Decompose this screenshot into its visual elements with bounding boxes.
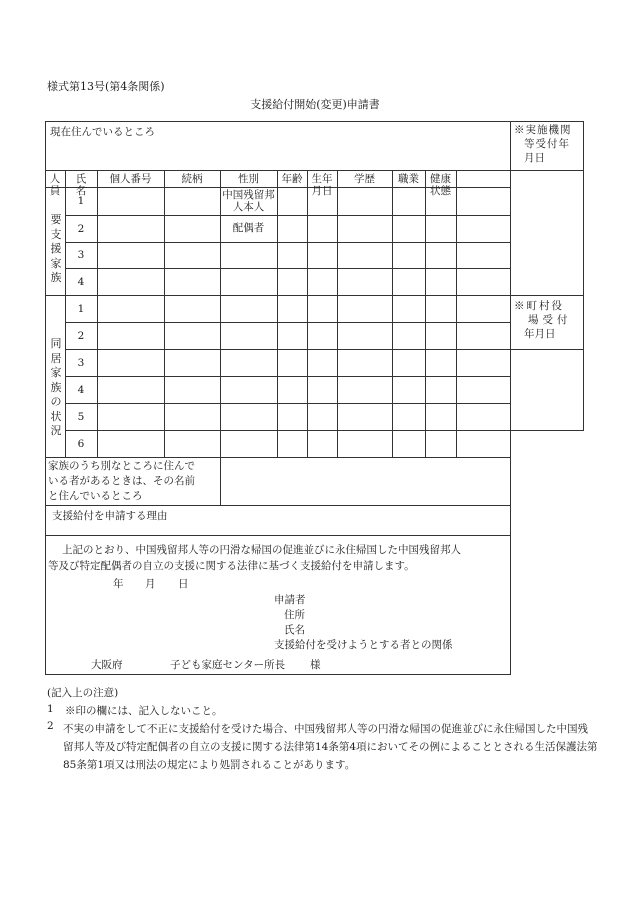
current-address-input[interactable] — [46, 136, 509, 169]
date-month: 月 — [145, 578, 156, 590]
town-box-line-3: 年月日 — [524, 328, 556, 340]
note-number: 2 — [47, 720, 54, 732]
family-table-cell[interactable] — [278, 188, 306, 214]
town-box-line-1: ※町村役 — [514, 300, 564, 312]
separate-label-3: と住んでいるところ — [48, 490, 143, 502]
family-table-cell[interactable] — [457, 269, 509, 294]
family-table-cell[interactable] — [426, 296, 455, 321]
column-header: 職業 — [398, 173, 419, 185]
family-table-cell[interactable] — [308, 188, 336, 214]
table-rule — [510, 430, 584, 431]
family-table-cell[interactable] — [165, 350, 219, 375]
family-table-cell[interactable] — [338, 269, 391, 294]
family-table-cell[interactable] — [98, 243, 163, 267]
family-table-cell[interactable] — [457, 243, 509, 267]
applicant-relation-label: 支援給付を受けようとする者との関係 — [274, 639, 453, 651]
column-header: 性別 — [238, 173, 259, 185]
family-table-cell[interactable] — [426, 377, 455, 402]
family-table-cell[interactable] — [98, 216, 163, 241]
family-table-cell[interactable] — [98, 323, 163, 348]
family-table-cell[interactable] — [338, 188, 391, 214]
family-table-cell[interactable] — [426, 404, 455, 429]
family-table-cell[interactable] — [308, 269, 336, 294]
applicant-label: 申請者 — [274, 594, 306, 606]
family-table-cell[interactable] — [338, 323, 391, 348]
reception-box-line-1: ※実施機関 — [514, 124, 572, 136]
table-rule — [45, 674, 511, 675]
family-table-cell[interactable] — [98, 431, 163, 456]
column-header: 氏 名 — [75, 173, 97, 197]
note-item-2 — [47, 720, 598, 774]
family-table-cell[interactable] — [426, 243, 455, 267]
row-number: 1 — [77, 195, 85, 207]
family-table-cell[interactable] — [393, 404, 424, 429]
current-address-label: 現在住んでいるところ — [50, 126, 155, 138]
family-table-cell[interactable] — [393, 431, 424, 456]
table-rule — [510, 349, 584, 350]
family-table-cell[interactable] — [278, 296, 306, 321]
note-text: ※印の欄には、記入しないこと。 — [65, 705, 223, 717]
family-table-cell[interactable] — [98, 269, 163, 294]
family-table-cell[interactable] — [393, 296, 424, 321]
family-table-cell[interactable] — [98, 404, 163, 429]
column-header: 個人番号 — [109, 173, 152, 185]
addressee-office: 子ども家庭センター所長 — [170, 659, 286, 671]
table-rule — [45, 121, 46, 675]
reason-label: 支援給付を申請する理由 — [52, 510, 168, 522]
family-table-cell[interactable] — [457, 350, 509, 375]
family-table-cell[interactable] — [98, 377, 163, 402]
family-table-cell[interactable] — [278, 243, 306, 267]
table-rule — [45, 170, 511, 171]
row-number: 5 — [77, 410, 85, 423]
family-table-cell[interactable] — [98, 350, 163, 375]
family-table-cell[interactable] — [426, 350, 455, 375]
addressee-prefecture: 大阪府 — [91, 659, 123, 671]
reception-box-line-3: 月日 — [524, 152, 545, 164]
family-table-cell[interactable] — [393, 243, 424, 267]
table-rule — [45, 121, 584, 122]
family-table-cell[interactable] — [308, 404, 336, 429]
row-number: 3 — [77, 249, 85, 261]
family-table-cell[interactable] — [426, 216, 455, 241]
family-table-cell[interactable] — [278, 216, 306, 241]
family-table-cell[interactable] — [278, 377, 306, 402]
family-table-cell[interactable] — [338, 404, 391, 429]
family-table-cell[interactable] — [308, 350, 336, 375]
family-table-cell[interactable] — [165, 243, 219, 267]
family-table-cell[interactable] — [98, 188, 163, 214]
family-table-cell[interactable] — [457, 377, 509, 402]
family-table-cell[interactable] — [457, 216, 509, 241]
date-day: 日 — [178, 578, 189, 590]
row-number: 4 — [77, 275, 85, 288]
family-table-cell[interactable] — [393, 269, 424, 294]
table-rule — [583, 121, 584, 431]
family-table-cell[interactable] — [426, 269, 455, 294]
column-header: 学歴 — [354, 173, 375, 185]
form-number: 様式第13号(第4条関係) — [47, 80, 165, 93]
family-table-cell[interactable] — [426, 431, 455, 456]
declaration-line-2: 等及び特定配偶者の自立の支援に関する法律に基づく支援給付を申請します。 — [48, 560, 415, 572]
column-header: 年齢 — [281, 173, 303, 185]
family-table-cell[interactable] — [457, 431, 509, 456]
date-year: 年 — [113, 578, 124, 590]
family-table-cell[interactable] — [221, 323, 276, 348]
family-table-cell[interactable] — [457, 404, 509, 429]
family-table-cell[interactable] — [338, 431, 391, 456]
relation-spouse: 配偶者 — [232, 222, 265, 234]
family-table-cell[interactable] — [308, 296, 336, 321]
family-table-cell[interactable] — [457, 323, 509, 348]
row-number: 6 — [77, 437, 85, 450]
table-rule — [45, 535, 511, 536]
table-rule — [510, 121, 511, 675]
family-table-cell[interactable] — [338, 296, 391, 321]
family-table-cell[interactable] — [165, 404, 219, 429]
town-box-line-2: 場受付 — [528, 314, 572, 326]
family-table-cell[interactable] — [165, 377, 219, 402]
row-number: 2 — [77, 222, 85, 235]
family-table-cell[interactable] — [221, 431, 276, 456]
row-number: 1 — [77, 302, 85, 315]
family-table-cell[interactable] — [308, 431, 336, 456]
family-table-cell[interactable] — [278, 404, 306, 429]
applicant-address-label: 住所 — [284, 609, 305, 621]
addressee-honorific: 様 — [310, 659, 321, 671]
family-table-cell[interactable] — [165, 269, 219, 294]
family-table-cell[interactable] — [338, 350, 391, 375]
note-item-1 — [47, 703, 223, 718]
column-header: 生年月日 — [311, 173, 333, 197]
family-table-cell[interactable] — [221, 269, 276, 294]
family-table-cell[interactable] — [393, 323, 424, 348]
family-table-cell[interactable] — [308, 243, 336, 267]
separate-label-1: 家族のうち別なところに住んで — [48, 460, 195, 472]
family-table-cell[interactable] — [98, 296, 163, 321]
family-table-cell[interactable] — [221, 404, 276, 429]
group-label-cohabit: 同居家族の状況 — [50, 337, 62, 437]
family-table-cell[interactable] — [393, 350, 424, 375]
family-table-cell[interactable] — [393, 216, 424, 241]
row-number: 3 — [77, 356, 85, 369]
column-header: 人員 — [49, 173, 61, 197]
family-table-cell[interactable] — [308, 377, 336, 402]
family-table-cell[interactable] — [278, 431, 306, 456]
notes-heading: (記入上の注意) — [47, 687, 119, 699]
family-table-cell[interactable] — [221, 296, 276, 321]
note-number: 1 — [47, 703, 54, 715]
family-table-cell[interactable] — [165, 216, 219, 241]
family-table-cell[interactable] — [393, 377, 424, 402]
family-table-cell[interactable] — [221, 243, 276, 267]
family-table-cell[interactable] — [221, 350, 276, 375]
family-table-cell[interactable] — [338, 216, 391, 241]
form-title: 支援給付開始(変更)申請書 — [250, 98, 380, 111]
family-table-cell[interactable] — [165, 296, 219, 321]
column-header: 健康状態 — [430, 173, 451, 197]
reason-input[interactable] — [46, 521, 509, 534]
separate-label-2: いる者があるときは、その名前 — [48, 475, 195, 487]
family-table-cell[interactable] — [278, 323, 306, 348]
family-table-cell[interactable] — [278, 269, 306, 294]
separate-residence-input[interactable] — [221, 458, 509, 504]
table-rule — [45, 505, 511, 506]
reception-box-line-2: 等受付年 — [524, 138, 570, 150]
table-rule — [510, 170, 584, 171]
applicant-name-label: 氏名 — [284, 624, 305, 636]
family-table-cell[interactable] — [457, 188, 509, 214]
family-table-cell[interactable] — [457, 296, 509, 321]
table-rule — [510, 295, 584, 296]
group-label-support: 要支援家族 — [50, 213, 62, 284]
family-table-cell[interactable] — [393, 188, 424, 214]
declaration-line-1: 上記のとおり、中国残留邦人等の円滑な帰国の促進並びに永住帰国した中国残留邦人 — [62, 544, 461, 556]
family-table-cell[interactable] — [278, 350, 306, 375]
family-table-cell[interactable] — [308, 323, 336, 348]
family-table-cell[interactable] — [338, 243, 391, 267]
column-header: 続柄 — [181, 173, 203, 185]
family-table-cell[interactable] — [165, 323, 219, 348]
family-table-cell[interactable] — [165, 188, 219, 214]
family-table-cell[interactable] — [165, 431, 219, 456]
family-table-cell[interactable] — [426, 188, 455, 214]
note-text: 不実の申請をして不正に支援給付を受けた場合、中国残留邦人等の円滑な帰国の促進並びに永住帰国した中国残留邦人等及び特定配偶者の自立の支援に関する法律第14条第4項においてその例によることとされる生活保護法第85条第1項又は刑法の規定により処罰されることがあります。 — [63, 723, 598, 771]
family-table-cell[interactable] — [221, 377, 276, 402]
row-number: 2 — [77, 329, 85, 342]
relation-self: 中国残留邦人本人 — [222, 189, 275, 213]
row-number: 4 — [77, 383, 85, 396]
family-table-cell[interactable] — [308, 216, 336, 241]
family-table-cell[interactable] — [426, 323, 455, 348]
family-table-cell[interactable] — [338, 377, 391, 402]
